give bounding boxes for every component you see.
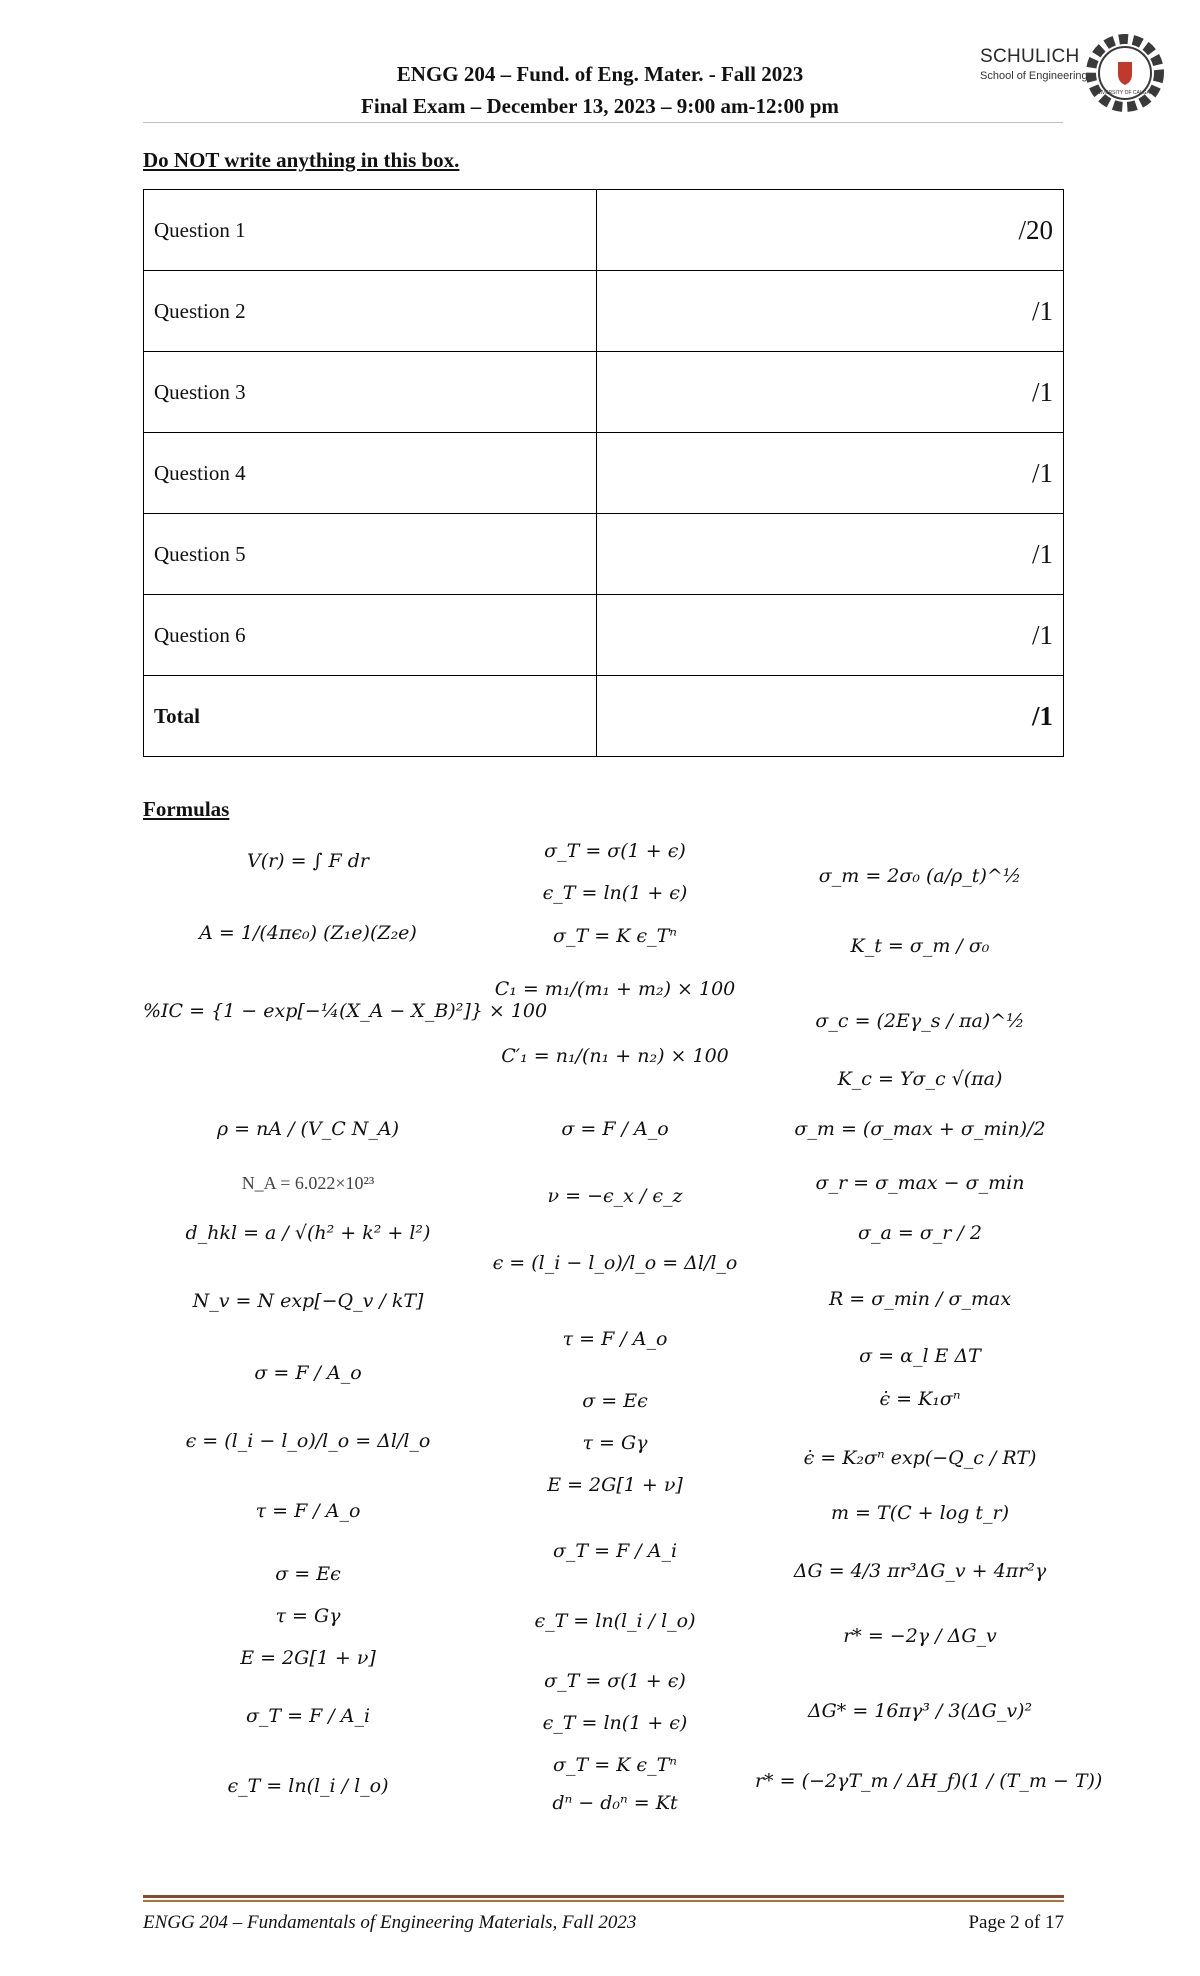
formula: σ = Eϵ [582, 1390, 648, 1412]
course-title: ENGG 204 – Fund. of Eng. Mater. - Fall 2023 [396, 62, 804, 86]
table-row [144, 271, 1064, 352]
formula: ΔG* = 16πγ³ / 3(ΔG_v)² [807, 1700, 1033, 1722]
question-label: Question 5 [144, 514, 597, 595]
formula: σ = F / A_o [561, 1118, 669, 1140]
footer-divider [143, 1895, 1064, 1898]
formula: C′₁ = n₁/(n₁ + n₂) × 100 [501, 1045, 729, 1067]
formula: m = T(C + log t_r) [831, 1502, 1009, 1524]
formula: ϵ̇ = K₁σⁿ [879, 1388, 961, 1410]
question-label: Question 6 [144, 595, 597, 676]
question-label: Question 1 [144, 190, 597, 271]
formula: ΔG = 4/3 πr³ΔG_v + 4πr²γ [793, 1560, 1047, 1582]
formula: σ = F / A_o [254, 1362, 362, 1384]
formula: ϵ = (l_i − l_o)/l_o = Δl/l_o [492, 1252, 738, 1274]
formula: σ_T = F / A_i [245, 1705, 371, 1727]
formula: σ_T = σ(1 + ϵ) [544, 1670, 686, 1692]
total-label: Total [144, 676, 597, 757]
logo-school-name: SCHULICH [980, 46, 1080, 67]
formula: σ_T = K ϵ_Tⁿ [553, 1754, 677, 1776]
formula: ϵ_T = ln(1 + ϵ) [542, 882, 688, 904]
formula: σ_T = F / A_i [552, 1540, 678, 1562]
formula: ϵ_T = ln(l_i / l_o) [534, 1610, 696, 1632]
formula: N_v = N exp[−Q_v / kT] [192, 1290, 424, 1312]
question-score: /1 [597, 271, 1064, 352]
logo-university: UNIVERSITY OF CALGARY [1093, 90, 1157, 96]
formula: dⁿ − d₀ⁿ = Kt [552, 1792, 678, 1814]
no-write-warning: Do NOT write anything in this box. [143, 148, 460, 172]
formula: N_A = 6.022×10²³ [241, 1173, 375, 1193]
formula: ϵ_T = ln(l_i / l_o) [227, 1775, 389, 1797]
formula: σ_m = (σ_max + σ_min)/2 [794, 1118, 1046, 1140]
schulich-logo [980, 28, 1170, 118]
formula: R = σ_min / σ_max [828, 1288, 1012, 1310]
gear-icon [1080, 28, 1170, 118]
question-label: Question 3 [144, 352, 597, 433]
exam-title: Final Exam – December 13, 2023 – 9:00 am-12:00 pm [361, 94, 839, 118]
formula: τ = F / A_o [255, 1500, 361, 1522]
question-score: /1 [597, 514, 1064, 595]
table-row [144, 190, 1064, 271]
formula: σ_a = σ_r / 2 [858, 1222, 982, 1244]
formula: K_t = σ_m / σ₀ [850, 935, 990, 957]
formula: %IC = {1 − exp[−¼(X_A − X_B)²]} × 100 [143, 1000, 548, 1022]
formula: σ_r = σ_max − σ_min [815, 1172, 1025, 1194]
logo-subtitle: School of Engineering [980, 70, 1088, 82]
formula: σ_m = 2σ₀ (a/ρ_t)^½ [818, 865, 1022, 887]
formula: r* = −2γ / ΔG_v [843, 1625, 997, 1647]
formula: V(r) = ∫ F dr [246, 850, 370, 872]
formula: C₁ = m₁/(m₁ + m₂) × 100 [494, 978, 736, 1000]
question-label: Question 4 [144, 433, 597, 514]
total-score: /1 [597, 676, 1064, 757]
formula: ν = −ϵ_x / ϵ_z [547, 1185, 683, 1207]
formula: σ_T = σ(1 + ϵ) [544, 840, 686, 862]
page-number: Page 2 of 17 [968, 1912, 1064, 1933]
formula: r* = (−2γT_m / ΔH_f)(1 / (T_m − T)) [755, 1770, 1103, 1792]
formulas-heading: Formulas [143, 797, 230, 821]
formula: ϵ = (l_i − l_o)/l_o = Δl/l_o [185, 1430, 431, 1452]
formula: σ_c = (2Eγ_s / πa)^½ [815, 1010, 1025, 1032]
formula: K_c = Yσ_c √(πa) [837, 1068, 1003, 1090]
formula-column-1 [143, 850, 548, 1810]
formula: ρ = nA / (V_C N_A) [216, 1118, 400, 1140]
formula: d_hkl = a / √(h² + k² + l²) [185, 1222, 431, 1244]
question-score: /1 [597, 595, 1064, 676]
footer-divider-secondary [143, 1900, 1064, 1902]
formula: ϵ̇ = K₂σⁿ exp(−Q_c / RT) [803, 1447, 1037, 1469]
question-score: /20 [597, 190, 1064, 271]
formula: E = 2G[1 + ν] [240, 1647, 376, 1669]
formula: σ = α_l E ΔT [859, 1345, 981, 1367]
formula-column-2 [450, 840, 780, 1814]
question-score: /1 [597, 433, 1064, 514]
table-row [144, 595, 1064, 676]
table-row [144, 352, 1064, 433]
formula: τ = Gγ [275, 1605, 341, 1627]
table-row [144, 514, 1064, 595]
table-row-total [144, 676, 1064, 757]
header-divider [143, 122, 1063, 123]
formula: τ = F / A_o [562, 1328, 668, 1350]
formula: σ_T = K ϵ_Tⁿ [553, 925, 677, 947]
table-row [144, 433, 1064, 514]
formula: A = 1/(4πϵ₀) (Z₁e)(Z₂e) [199, 922, 417, 944]
formula: ϵ_T = ln(1 + ϵ) [542, 1712, 688, 1734]
formula-column-3 [755, 850, 1103, 1810]
formula: τ = Gγ [582, 1432, 648, 1454]
question-label: Question 2 [144, 271, 597, 352]
footer-course: ENGG 204 – Fundamentals of Engineering Materials, Fall 2023 [143, 1912, 637, 1933]
formula: E = 2G[1 + ν] [547, 1474, 683, 1496]
question-score: /1 [597, 352, 1064, 433]
formula: σ = Eϵ [275, 1563, 341, 1585]
marks-table [143, 189, 1064, 757]
